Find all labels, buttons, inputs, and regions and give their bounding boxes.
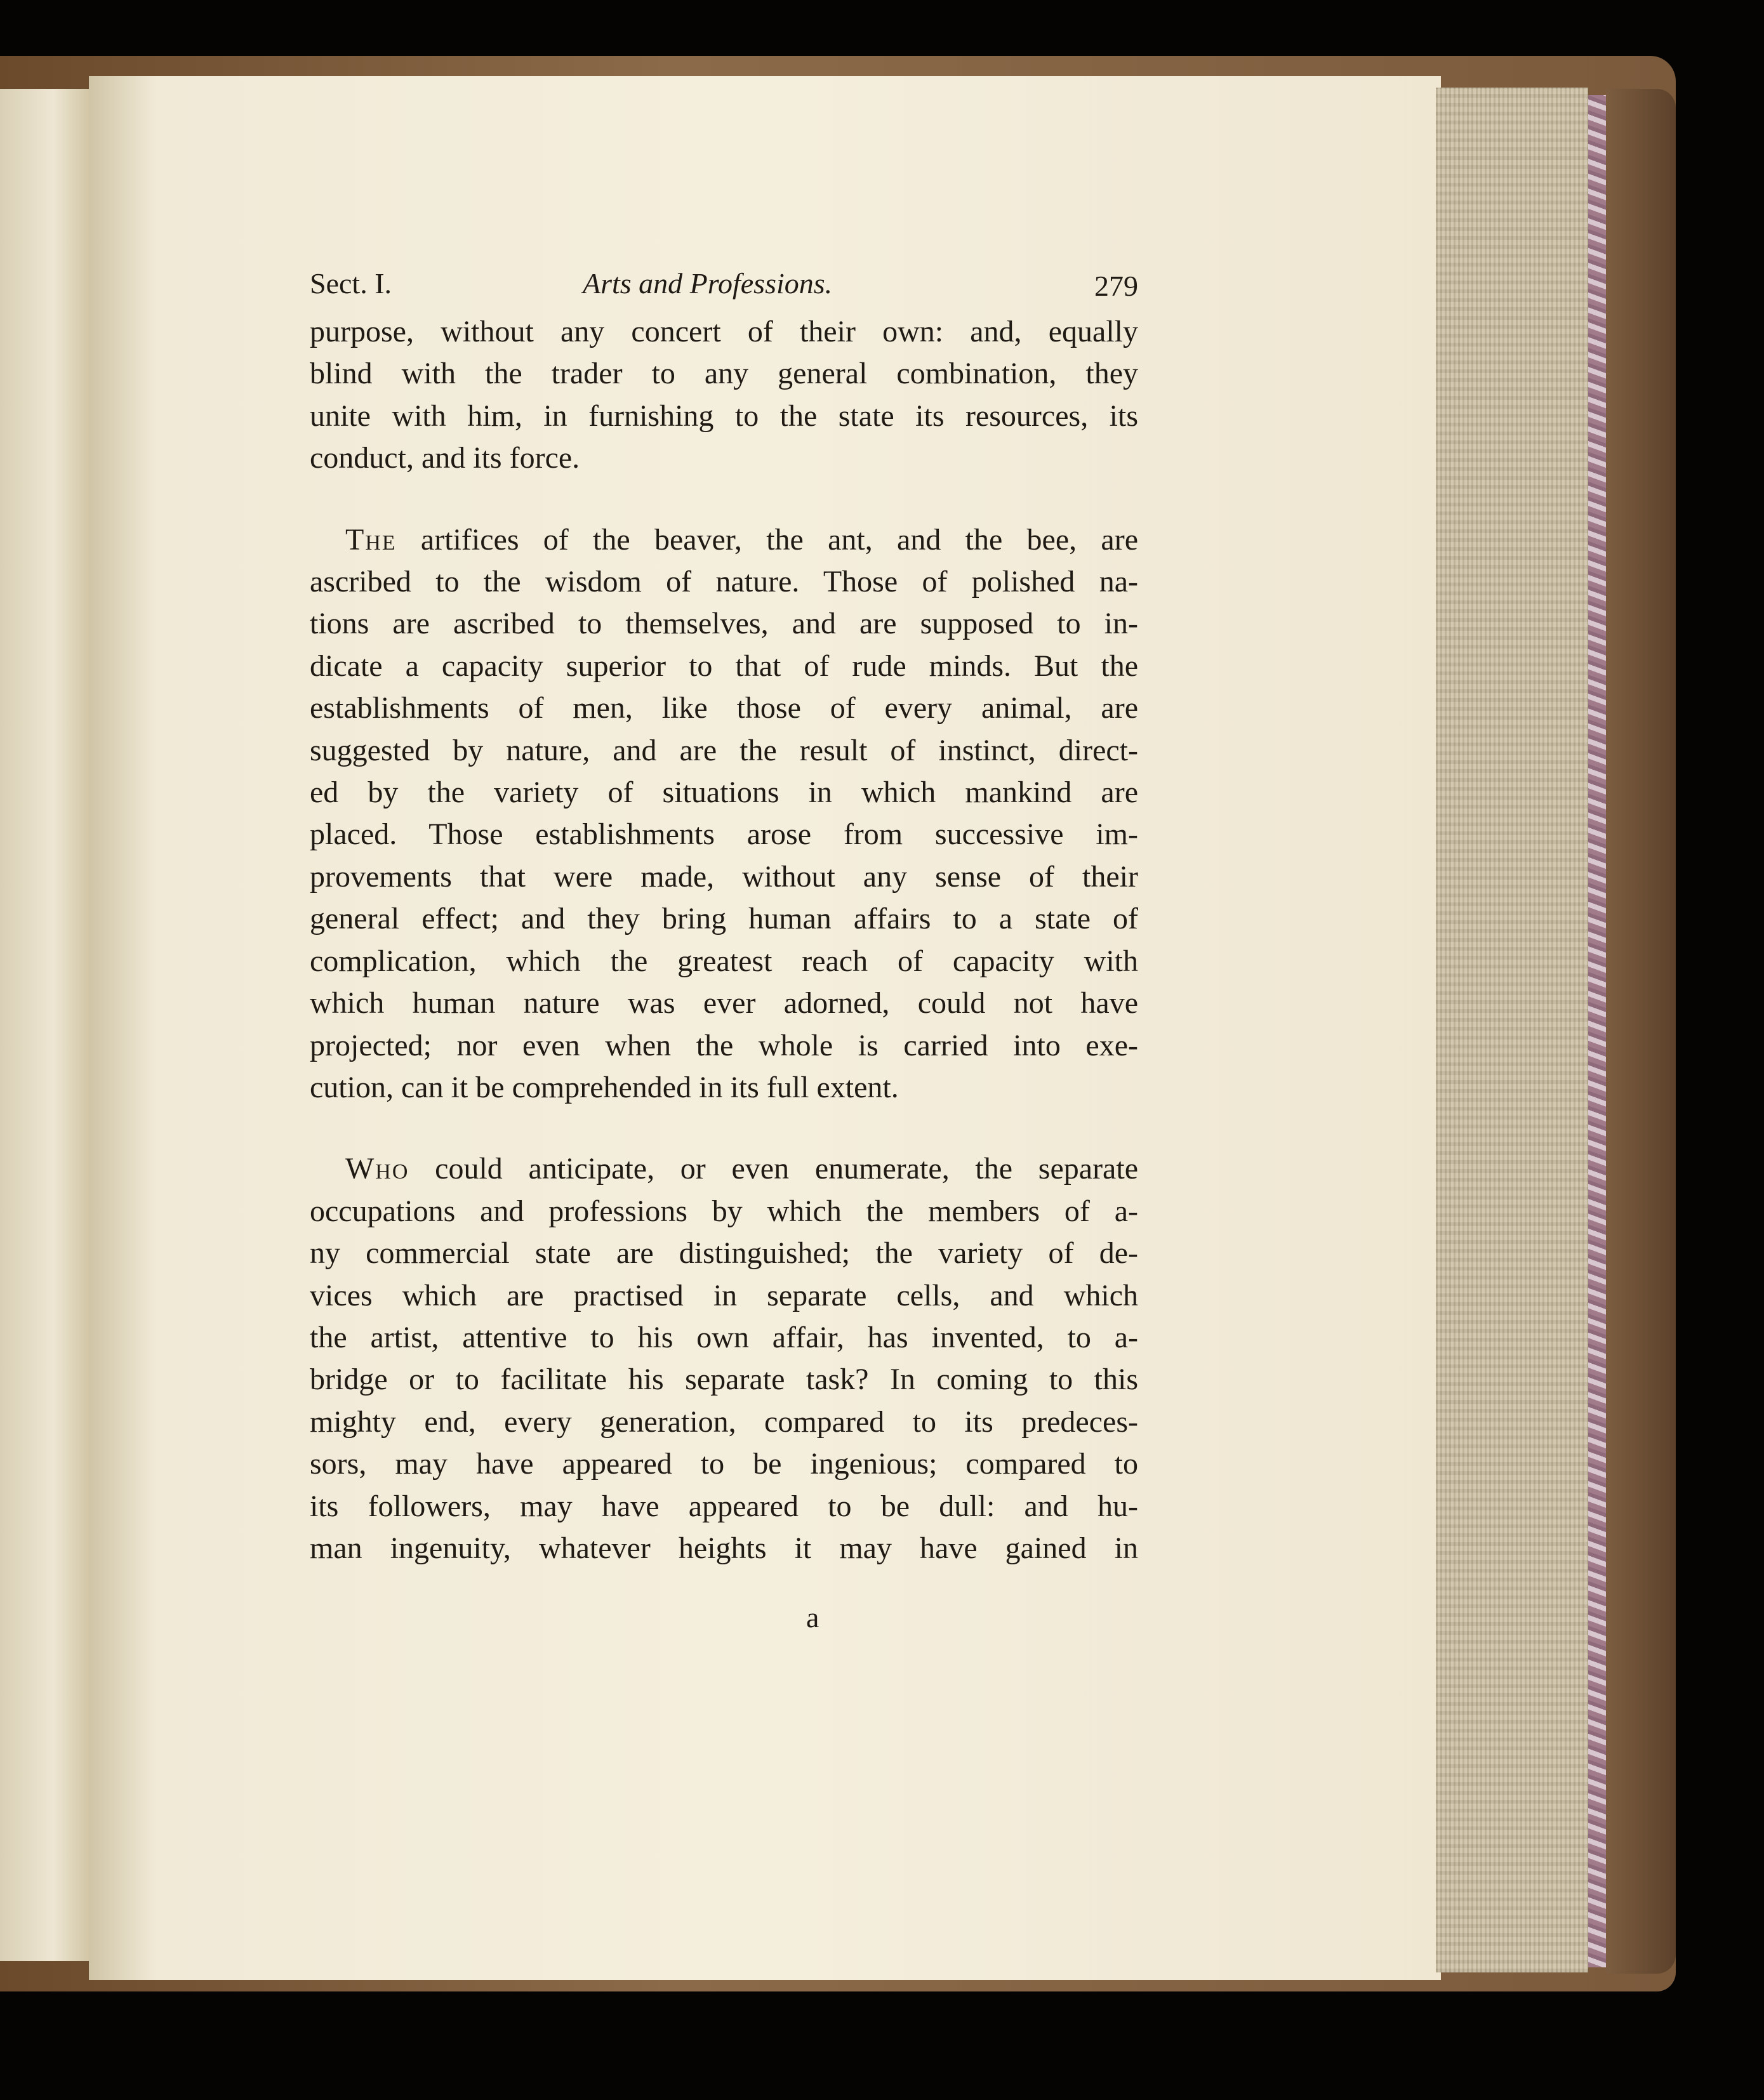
text-line: Who could anticipate, or even enumerate, the separate (345, 1152, 1138, 1186)
catchword: a (806, 1601, 819, 1634)
marbled-endpaper (1588, 95, 1606, 1967)
text-line: establishments of men, like those of every animal, are (310, 691, 1138, 725)
text-line: the artist, attentive to his own affair, has invented, to a- (310, 1320, 1138, 1354)
section-label: Sect. I. (310, 267, 392, 300)
running-title: Arts and Professions. (583, 267, 833, 300)
text-line: The artifices of the beaver, the ant, and the bee, are (345, 522, 1138, 557)
running-header (310, 267, 1138, 311)
text-line: placed. Those establishments arose from successive im- (310, 817, 1138, 852)
text-line: suggested by nature, and are the result of instinct, direct- (310, 733, 1138, 767)
text-line: projected; nor even when the whole is carried into exe- (310, 1028, 1138, 1062)
page-block-edges (1436, 88, 1588, 1972)
text-line: mighty end, every generation, compared to its predeces- (310, 1404, 1138, 1439)
text-line: bridge or to facilitate his separate task? In coming to this (310, 1363, 1138, 1397)
paragraph-1 (310, 311, 1138, 480)
lead-word: The (345, 522, 397, 557)
text-line: conduct, and its force. (310, 441, 580, 475)
lead-word: Who (345, 1152, 409, 1186)
text-line: vices which are practised in separate cells, and which (310, 1278, 1138, 1312)
text-line: cution, can it be comprehended in its full extent. (310, 1070, 899, 1104)
page-number: 279 (1094, 270, 1138, 302)
text-line: ny commercial state are distinguished; the variety of de- (310, 1236, 1138, 1271)
text-line: tions are ascribed to themselves, and are supposed to in- (310, 607, 1138, 641)
text-line: sors, may have appeared to be ingenious; compared to (310, 1447, 1138, 1481)
text-line: provements that were made, without any sense of their (310, 859, 1138, 894)
paragraph-3 (310, 1148, 1138, 1569)
paragraph-2 (310, 519, 1138, 1109)
text-line: its followers, may have appeared to be dull: and hu- (310, 1489, 1138, 1523)
text-line: ed by the variety of situations in which mankind are (310, 776, 1138, 810)
text-line: ascribed to the wisdom of nature. Those of polished na- (310, 565, 1138, 599)
text-line: man ingenuity, whatever heights it may have gained in (310, 1531, 1138, 1565)
text-line: which human nature was ever adorned, could not have (310, 986, 1138, 1020)
text-line: general effect; and they bring human affairs to a state of (310, 902, 1138, 936)
text-line: dicate a capacity superior to that of rude minds. But the (310, 649, 1138, 683)
text-block (310, 267, 1138, 1569)
left-page-edge (0, 89, 91, 1961)
text-line: unite with him, in furnishing to the state its resources, its (310, 399, 1138, 433)
text-line: occupations and professions by which the members of a- (310, 1194, 1138, 1228)
text-line: blind with the trader to any general combination, they (310, 357, 1138, 391)
text-line: complication, which the greatest reach of capacity with (310, 944, 1138, 978)
text-line: purpose, without any concert of their own: and, equally (310, 315, 1138, 348)
cover-board-edge (1606, 89, 1676, 1974)
